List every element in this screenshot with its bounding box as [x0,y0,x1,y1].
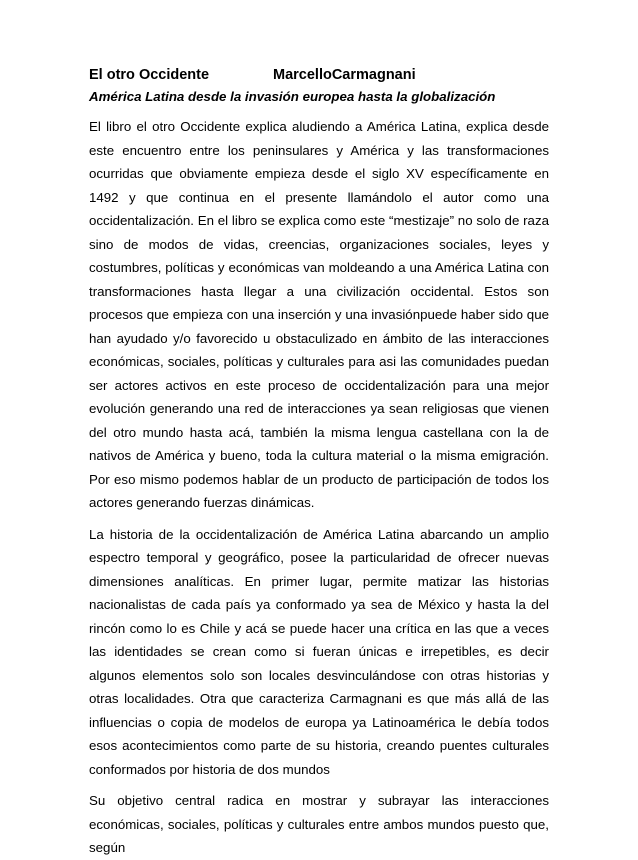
document-subtitle: América Latina desde la invasión europea hasta la globalización [89,89,496,104]
body-paragraph-3: Su objetivo central radica en mostrar y subrayar las interacciones económicas, sociales, políticas y culturales entre ambos mundos puesto que, según [89,793,549,855]
document-title: El otro Occidente [89,67,210,83]
body-paragraph-2: La historia de la occidentalización de América Latina abarcando un amplio espectro temporal y geográfico, posee la particularidad de ofrecer nuevas dimensiones analíticas. En primer lugar, permite matizar las historias nacionalistas de cada país ya conformado ya sea de México y hasta la del rincón como lo es Chile y acá se puede hacer una crítica en las que a veces las identidades se crean como si fueran únicas e irrepetibles, es decir algunos elementos solo son locales desvinculándose con otras historias y otras localidades. Otra que caracteriza Carmagnani es que más allá de las influencias o copia de modelos de europa ya Latinoamérica le debía todos esos acontecimientos como parte de su historia, creando puentes culturales conformados por historia de dos mundos [89,526,549,777]
title-line [89,64,549,86]
document-page [89,64,549,860]
document-author: MarcelloCarmagnani [273,67,416,83]
body-paragraph-1: El libro el otro Occidente explica aludiendo a América Latina, explica desde este encuentro entre los peninsulares y América y las transformaciones ocurridas que obviamente empieza desde el siglo XV específicamente en 1492 y que continua en el presente llamándolo el autor como una occidentalización. En el libro se explica como este “mestizaje” no solo de raza sino de modos de vidas, creencias, organizaciones sociales, leyes y costumbres, políticas y económicas van moldeando a una América Latina con transformaciones hasta llegar a una civilización occidental. Estos son procesos que empieza con una inserción y una invasiónpuede haber sido que han ayudado y/o favorecido u obstaculizado en ámbito de las interacciones económicas, sociales, políticas y culturales para asi las comunidades puedan ser actores activos en este proceso de occidentalización para una mejor evolución generando una red de interacciones ya sean religiosas que vienen del otro mundo hasta acá, también la misma lengua castellana con la de nativos de América y bueno, toda la cultura material o la misma emigración. Por eso mismo podemos hablar de un producto de participación de todos los actores generando fuerzas dinámicas. [89,119,549,510]
